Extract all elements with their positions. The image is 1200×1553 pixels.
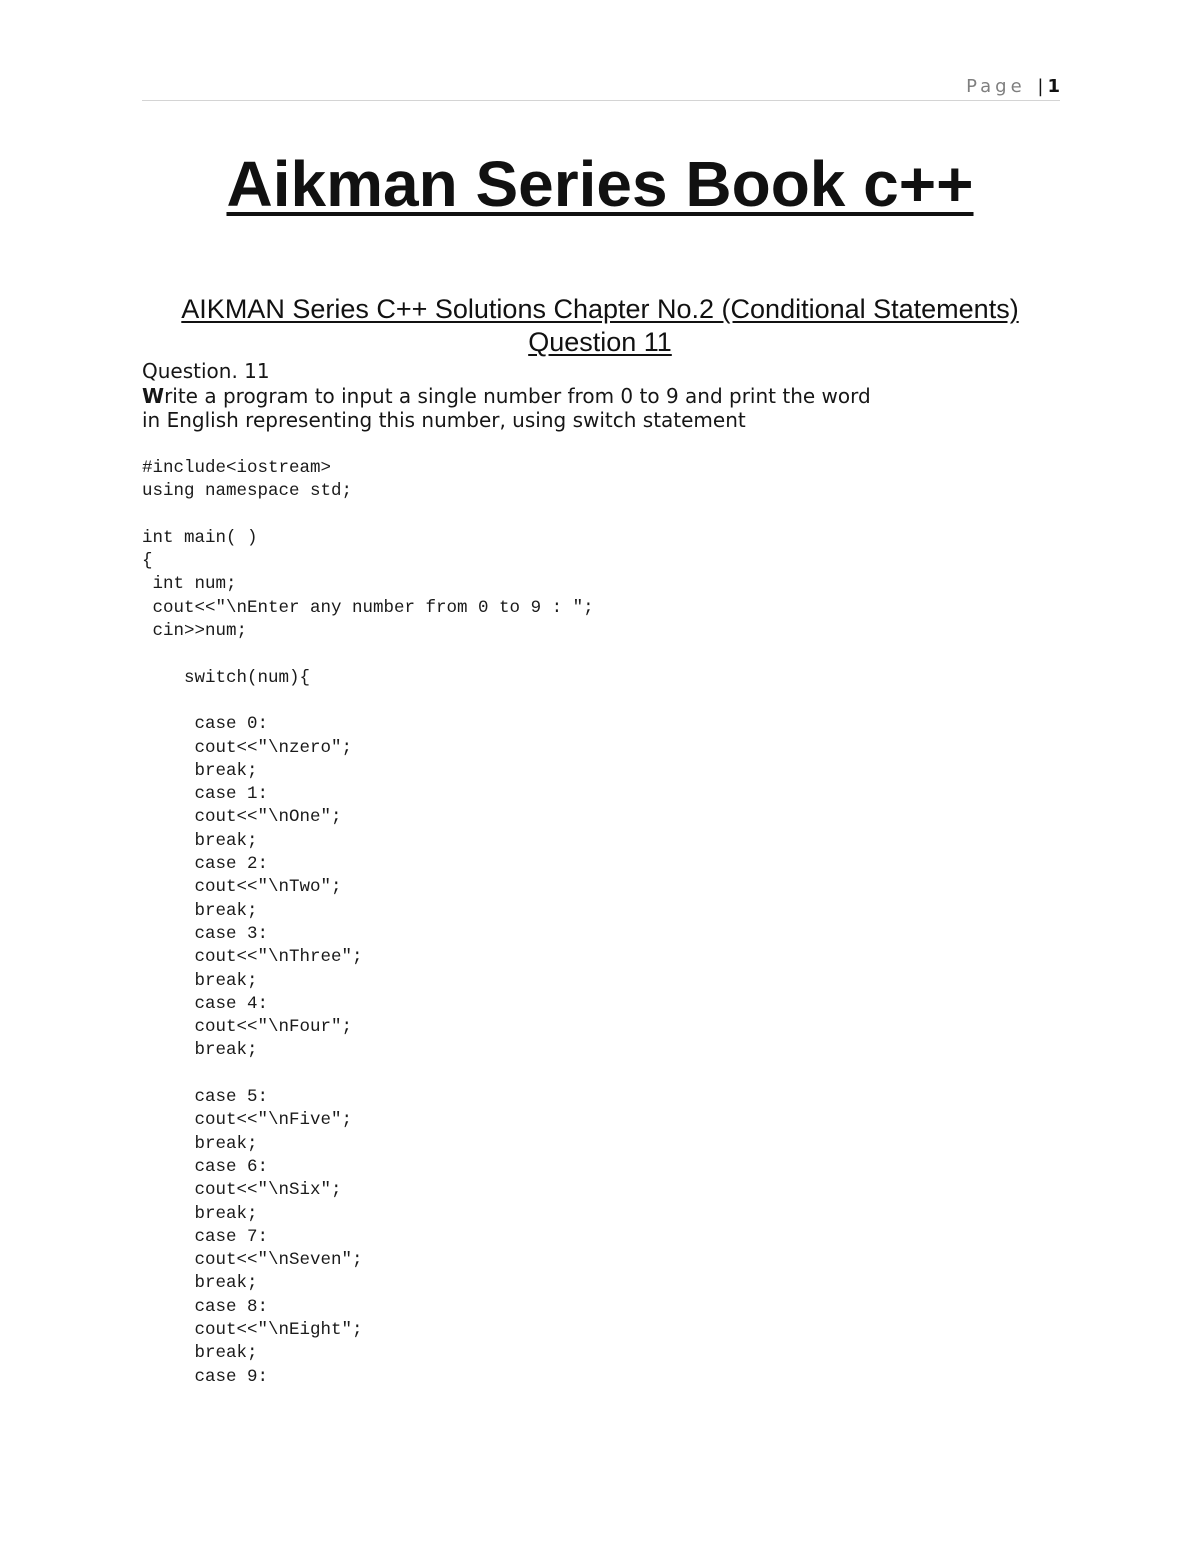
question-label: Question. 11 — [142, 359, 270, 383]
code-line: case 5: — [142, 1087, 269, 1108]
code-line: cout<<"\nTwo"; — [142, 877, 342, 898]
code-line: cout<<"\nEnter any number from 0 to 9 : "; — [142, 597, 594, 618]
code-line: break; — [142, 830, 258, 851]
code-line: #include<iostream> — [142, 458, 332, 478]
code-line: cout<<"\nOne"; — [142, 807, 342, 828]
code-line: cout<<"\nFour"; — [142, 1017, 353, 1038]
code-line: cout<<"\nEight"; — [142, 1319, 363, 1340]
code-line — [142, 1063, 594, 1086]
code-line: cout<<"\nSix"; — [142, 1180, 342, 1201]
chapter-heading: AIKMAN Series C++ Solutions Chapter No.2 (Conditional Statements) — [181, 294, 1019, 324]
code-line: case 4: — [142, 993, 269, 1014]
page-separator: | — [1037, 76, 1044, 97]
code-line: { — [142, 551, 153, 572]
code-line: break; — [142, 1133, 258, 1154]
code-line: using namespace std; — [142, 481, 353, 502]
page-number-label — [966, 76, 1060, 97]
code-line: cout<<"\nFive"; — [142, 1110, 353, 1131]
code-line: break; — [142, 1343, 258, 1364]
code-line: cin>>num; — [142, 621, 248, 642]
code-line: break; — [142, 1203, 258, 1224]
code-line: break; — [142, 1040, 258, 1061]
document-title: Aikman Series Book c++ — [226, 148, 974, 220]
code-line: case 0: — [142, 714, 269, 735]
code-line — [142, 504, 594, 527]
code-line: cout<<"\nzero"; — [142, 737, 353, 758]
code-line: case 2: — [142, 854, 269, 875]
page-word: Page — [966, 76, 1026, 97]
code-listing — [142, 457, 594, 1389]
code-line: switch(num){ — [142, 667, 311, 688]
code-line — [142, 690, 594, 713]
question-heading: Question 11 — [528, 327, 672, 357]
code-line: cout<<"\nSeven"; — [142, 1250, 363, 1271]
code-line: cout<<"\nThree"; — [142, 947, 363, 968]
question-text-line-1: Write a program to input a single number from 0 to 9 and print the word — [142, 384, 871, 408]
code-line: case 3: — [142, 923, 269, 944]
code-line — [142, 643, 594, 666]
code-line: case 7: — [142, 1226, 269, 1247]
code-line: case 8: — [142, 1296, 269, 1317]
code-line: case 9: — [142, 1366, 269, 1387]
code-line: case 1: — [142, 784, 269, 805]
code-line: break; — [142, 970, 258, 991]
page-header — [142, 72, 1060, 101]
code-line: break; — [142, 1273, 258, 1294]
code-line: break; — [142, 900, 258, 921]
question-text-line-2: in English representing this number, using switch statement — [142, 408, 746, 432]
page-number: 1 — [1047, 76, 1060, 97]
code-line: int main( ) — [142, 527, 258, 548]
code-line: break; — [142, 760, 258, 781]
code-line: case 6: — [142, 1156, 269, 1177]
code-line: int num; — [142, 574, 237, 595]
